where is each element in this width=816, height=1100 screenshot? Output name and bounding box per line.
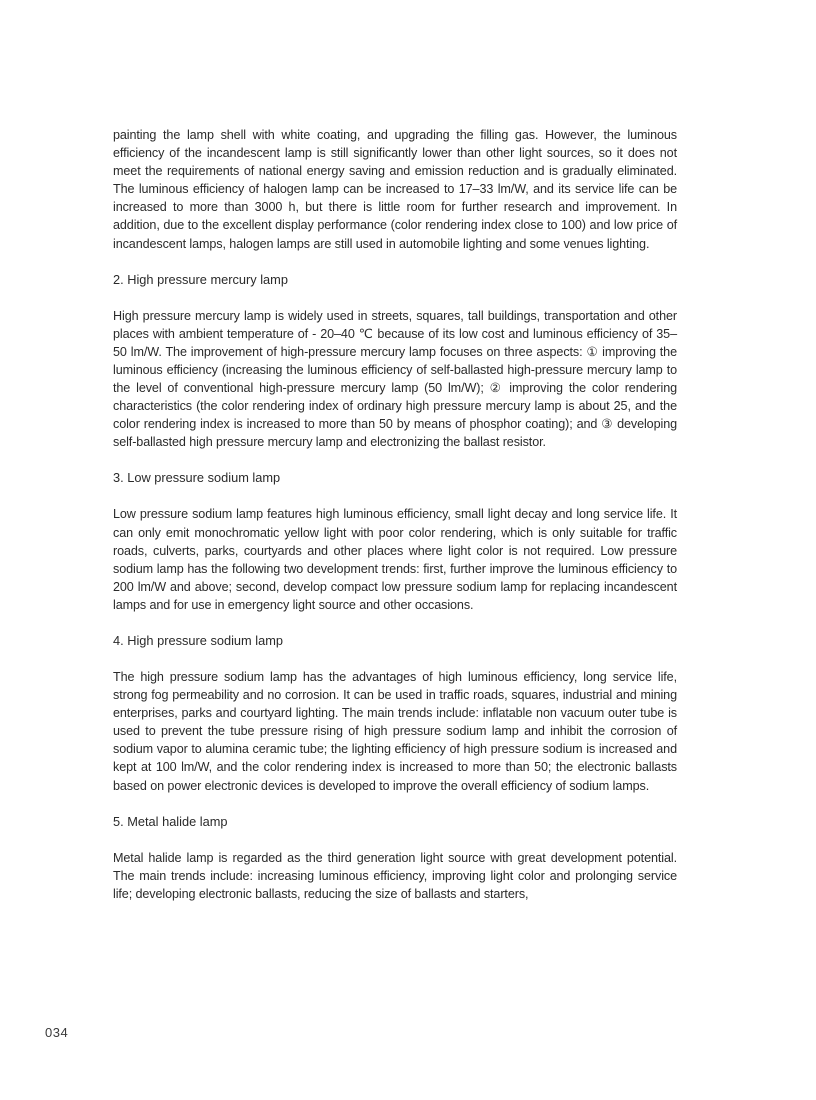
section-heading-high-pressure-sodium: 4. High pressure sodium lamp bbox=[113, 632, 283, 648]
page-body bbox=[113, 126, 677, 903]
paragraph-incandescent-continued: painting the lamp shell with white coating, and upgrading the filling gas. However, the luminous efficiency of the incandescent lamp is still significantly lower than other light sources, so it does not meet the requirements of national energy saving and emission reduction and is gradually eliminated. The luminous efficiency of halogen lamp can be increased to 17–33 lm/W, and its service life can be increased to more than 3000 h, but there is little room for further research and improvement. In addition, due to the excellent display performance (color rendering index close to 100) and low price of incandescent lamps, halogen lamps are still used in automobile lighting and some venues lighting. bbox=[113, 128, 677, 251]
section-heading-metal-halide: 5. Metal halide lamp bbox=[113, 813, 228, 829]
paragraph-high-pressure-sodium: The high pressure sodium lamp has the advantages of high luminous efficiency, long service life, strong fog permeability and no corrosion. It can be used in traffic roads, squares, industrial and mining enterprises, parks and courtyard lighting. The main trends include: inflatable non vacuum outer tube is used to prevent the tube pressure rising of high pressure sodium lamp and inhibit the corrosion of sodium vapor to alumina ceramic tube; the lighting efficiency of high pressure sodium is increased and kept at 100 lm/W, and the color rendering index is increased to more than 50; the electronic ballasts based on power electronic devices is developed to improve the overall efficiency of sodium lamps. bbox=[113, 669, 677, 793]
page-number: 034 bbox=[45, 1025, 69, 1040]
paragraph-low-pressure-sodium: Low pressure sodium lamp features high luminous efficiency, small light decay and long service life. It can only emit monochromatic yellow light with poor color rendering, which is only suitable for traffic roads, culverts, parks, courtyards and other places where light color is not required. Low pressure sodium lamp has the following two development trends: first, further improve the luminous efficiency to 200 lm/W and above; second, develop compact low pressure sodium lamp for replacing incandescent lamps and for use in emergency light source and other occasions. bbox=[113, 507, 677, 612]
section-heading-mercury: 2. High pressure mercury lamp bbox=[113, 271, 288, 287]
paragraph-mercury: High pressure mercury lamp is widely used in streets, squares, tall buildings, transportation and other places with ambient temperature of - 20–40 ℃ because of its low cost and luminous efficiency of 35–50 lm/W. The improvement of high-pressure mercury lamp focuses on three aspects: ① improving the luminous efficiency (increasing the luminous efficiency of self-ballasted high-pressure mercury lamp to the level of conventional high-pressure mercury lamp (50 lm/W); ② improving the color rendering characteristics (the color rendering index of ordinary high pressure mercury lamp is about 25, and the color rendering index is increased to more than 50 by means of phosphor coating); and ③ developing self-ballasted high pressure mercury lamp and electronizing the ballast resistor. bbox=[113, 308, 677, 450]
section-heading-low-pressure-sodium: 3. Low pressure sodium lamp bbox=[113, 470, 281, 486]
paragraph-metal-halide: Metal halide lamp is regarded as the third generation light source with great development potential. The main trends include: increasing luminous efficiency, improving light color and prolonging service life; developing electronic ballasts, reducing the size of ballasts and starters, bbox=[113, 850, 677, 901]
